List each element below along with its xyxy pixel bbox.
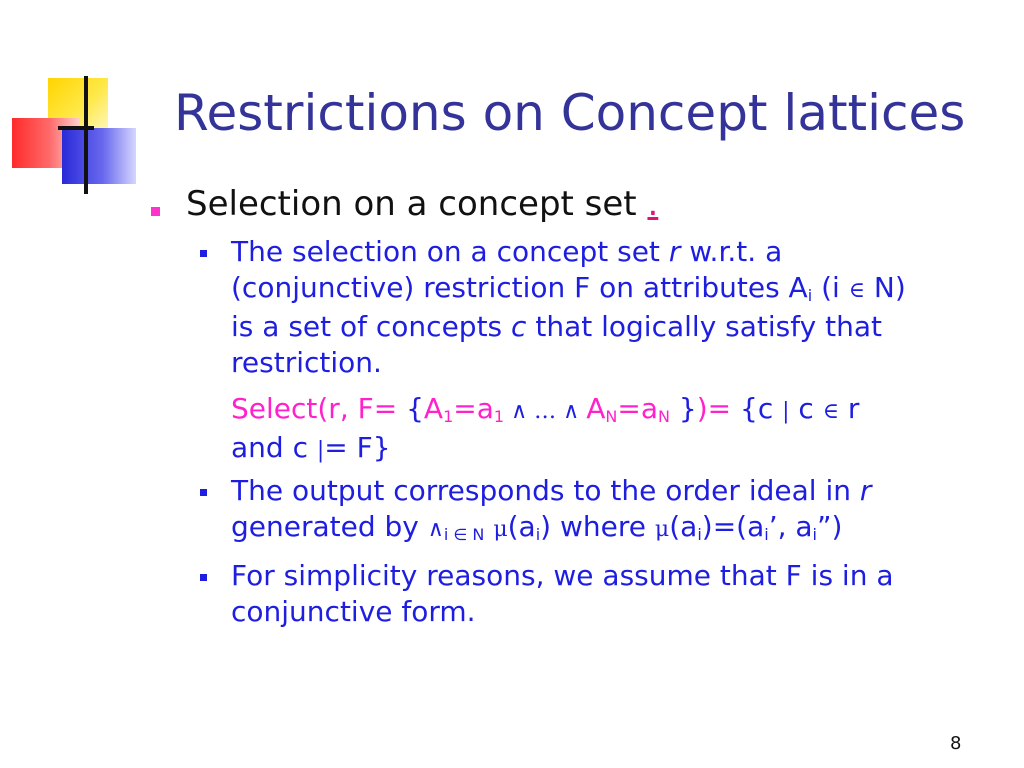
- bullet-item-simplicity: [231, 558, 1001, 630]
- text-span: that logically satisfy that: [526, 310, 882, 343]
- formula-part: {: [406, 392, 424, 425]
- formula-part: A: [423, 392, 444, 425]
- text-line: [231, 234, 1001, 270]
- element-of-symbol: ∈: [848, 278, 865, 303]
- small-square-bullet-icon: [200, 489, 207, 496]
- slide-title: Restrictions on Concept lattices: [174, 84, 966, 142]
- subscript: i: [764, 525, 769, 544]
- formula-part: =a: [453, 392, 494, 425]
- text-span: [484, 510, 493, 543]
- bullet-item-order-ideal: [231, 473, 1001, 548]
- text-span: ”): [817, 510, 843, 543]
- text-line: restriction.: [231, 346, 382, 379]
- mu-symbol: μ: [654, 517, 670, 542]
- mu-symbol: μ: [493, 517, 508, 542]
- text-span: The output corresponds to the order ideal in: [231, 474, 860, 507]
- italic-variable: r: [859, 474, 872, 507]
- text-line: [231, 309, 1001, 345]
- italic-variable: c: [511, 310, 527, 343]
- subscript: i: [807, 286, 813, 305]
- subscript: i: [697, 525, 702, 544]
- formula-part: A: [586, 392, 606, 425]
- text-span: (a: [507, 510, 536, 543]
- text-span: (conjunctive) restriction F on attributes A: [231, 271, 808, 304]
- text-line: [231, 509, 1001, 548]
- page-number: 8: [950, 733, 962, 754]
- text-span: The selection on a concept set: [231, 235, 669, 268]
- text-line: [231, 473, 1001, 509]
- formula-line: [231, 430, 1001, 469]
- subscript: N: [658, 407, 670, 426]
- formula-select: [231, 391, 1001, 469]
- text-span: (i: [812, 271, 849, 304]
- formula-part: Select(r, F=: [231, 392, 407, 425]
- text-line: conjunctive form.: [231, 595, 476, 628]
- and-symbol: ∧ … ∧: [504, 399, 587, 424]
- formula-part: c: [789, 392, 823, 425]
- text-span: generated by: [231, 510, 428, 543]
- formula-line: [231, 391, 1001, 430]
- subscript: 1: [443, 407, 454, 426]
- formula-part: =a: [617, 392, 659, 425]
- small-square-bullet-icon: [200, 250, 207, 257]
- square-bullet-icon: [151, 207, 160, 216]
- text-span: w.r.t. a: [680, 235, 783, 268]
- bar-symbol: |: [316, 438, 325, 463]
- subscript: i ∈ N: [443, 525, 485, 544]
- heading-accent-dot: .: [647, 184, 659, 224]
- logo-blue-square: [62, 128, 136, 184]
- text-span: ) where: [540, 510, 655, 543]
- heading-bullet-text: [186, 184, 658, 224]
- formula-part: )=: [696, 392, 740, 425]
- formula-part: = F}: [324, 431, 391, 464]
- bullet-item-selection-definition: [231, 234, 1001, 381]
- slide-logo-decoration: [0, 0, 150, 200]
- heading-text: Selection on a concept set: [186, 184, 648, 224]
- subscript: N: [605, 407, 618, 426]
- italic-variable: r: [668, 235, 681, 268]
- subscript: i: [812, 525, 817, 544]
- and-symbol: ∧: [427, 517, 444, 542]
- text-span: N): [864, 271, 906, 304]
- formula-part: }: [669, 392, 697, 425]
- text-line: For simplicity reasons, we assume that F is in a: [231, 559, 894, 592]
- text-span: is a set of concepts: [231, 310, 512, 343]
- slide-body: [231, 234, 1001, 640]
- text-span: (a: [669, 510, 698, 543]
- formula-part: and c: [231, 431, 317, 464]
- subscript: i: [535, 525, 541, 544]
- logo-vertical-line: [84, 76, 88, 194]
- text-span: ’, a: [768, 510, 813, 543]
- small-square-bullet-icon: [200, 574, 207, 581]
- bar-symbol: |: [782, 399, 790, 424]
- text-line: [231, 270, 1001, 309]
- text-span: )=(a: [701, 510, 765, 543]
- subscript: 1: [493, 407, 505, 426]
- element-of-symbol: ∈: [822, 399, 840, 424]
- logo-horizontal-line: [58, 126, 94, 130]
- formula-part: r: [839, 392, 860, 425]
- formula-part: {c: [740, 392, 783, 425]
